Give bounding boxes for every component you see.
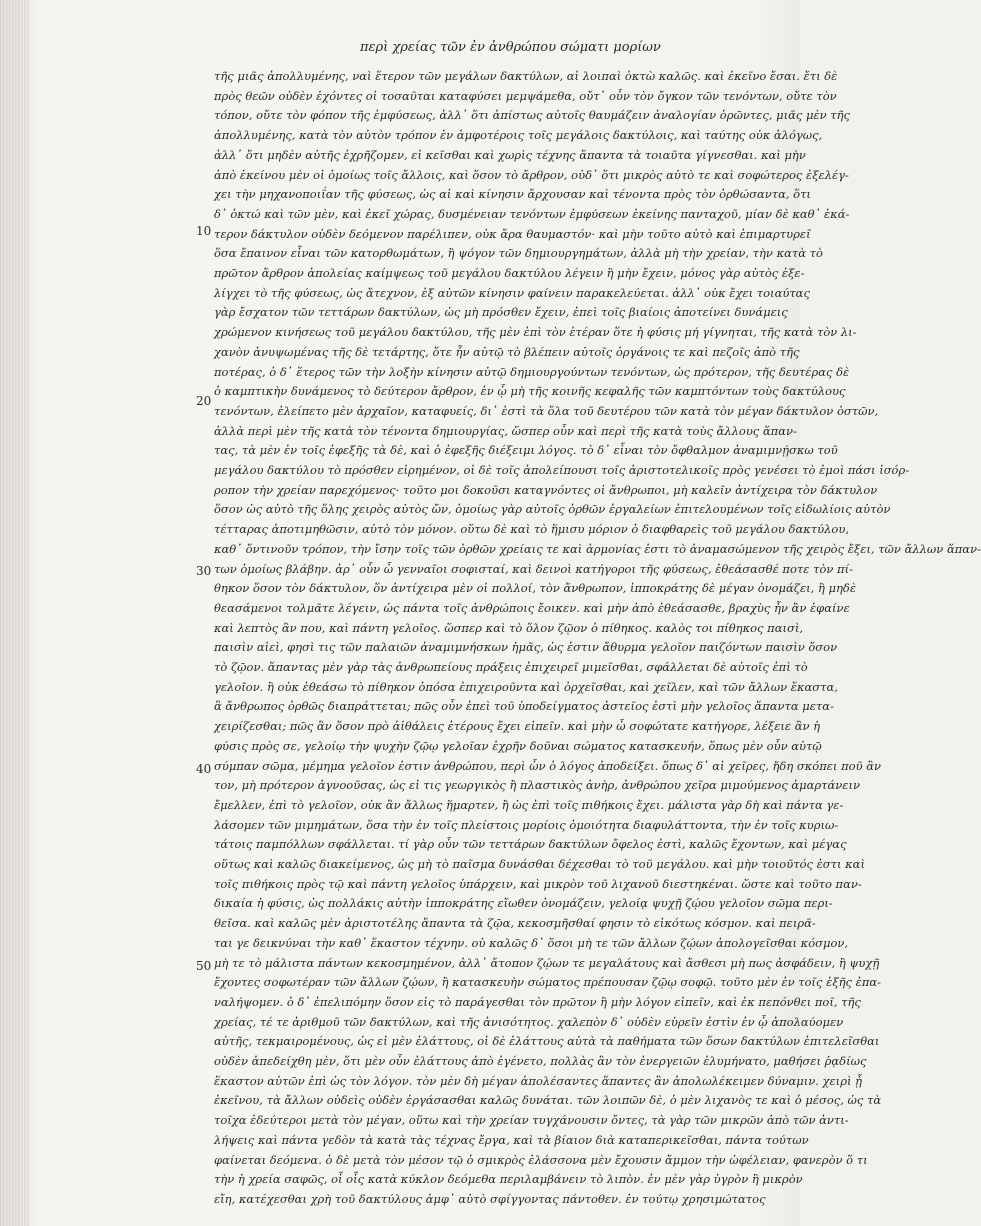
text-line: φαίνεται δεόμενα. ὁ δὲ μετὰ τὸν μέσον τῷ ὁ σμικρὸς ἐλάσσονα μὲν ἔχουσιν ἄμμον τὴν ὠφέλειαν, φανερὸν ὅ τι xyxy=(214,1152,868,1167)
text-line: των ὁμοίως βλάβην. ἀρ᾿ οὖν ὦ γενναῖοι σοφισταί, καὶ δεινοὶ κατήγοροι τῆς φύσεως, ἐθεάσασθέ ποτε τὸν πί- xyxy=(214,561,853,576)
text-line: ὅσον ὡς αὐτὸ τῆς ὅλης χειρὸς αὐτὸς ὤν, ὁμοίως γὰρ αὐτοῖς ὀρθῶν ἐργαλείων ἐπιτελουμένων τοῖς εἰδωλίοις αὐτὸν xyxy=(214,502,891,517)
line-number: 40 xyxy=(196,762,212,776)
text-line: ἔμελλεν, ἐπὶ τὸ γελοῖον, οὐκ ἂν ἄλλως ἥμαρτεν, ἢ ὡς ἐπὶ τοῖς πιθήκοις ἔχει. μάλιστα γὰρ δὴ καὶ πάντα γε- xyxy=(214,797,844,812)
text-line: γὰρ ἔσχατον τῶν τεττάρων δακτύλων, ὡς μὴ πρόσθεν ἔχειν, ἐπεὶ τοῖς βιαίοις ἀποτείνει δυνάμεις xyxy=(214,305,788,320)
text-line: οὐδὲν ἀπεδείχθη μὲν, ὅτι μὲν οὖν ἐλάττους ἀπὸ ἐγένετο, πολλὰς ἂν τὸν ἐνεργειῶν ἐλυμήνατο, μαθήσει ῥᾳδίως xyxy=(214,1054,867,1068)
text-line: πρῶτον ἄρθρον ἀπολείας καίμψεως τοῦ μεγάλου δακτύλου λέγειν ἢ μὴν ἔχειν, μόνος γὰρ αὐτὸς ἐξε- xyxy=(214,266,805,280)
text-line: τοῖς πιθήκοις πρὸς τῷ καὶ πάντη γελοῖος ὑπάρχειν, καὶ μικρὸν τοῦ λιχανοῦ διεστηκέναι. ὥστε καὶ τοῦτο παν- xyxy=(214,876,862,891)
line-number: 50 xyxy=(196,959,212,973)
text-line: ἀλλ᾿ ὅτι μηδὲν αὐτῆς ἐχρῆζομεν, εἰ κεῖσθαι καὶ χωρὶς τέχνης ἅπαντα τὰ τοιαῦτα γίγνεσθαι. καὶ μὴν xyxy=(214,147,806,162)
main-text-column xyxy=(214,66,981,1206)
text-line: ται γε δεικνύναι τὴν καθ᾿ ἕκαστον τέχνην. οὐ καλῶς δ᾿ ὅσοι μὴ τε τῶν ἄλλων ζῴων ἀπολογεῖσθαι κόσμον, xyxy=(214,935,849,950)
text-line: θηκον ὅσον τὸν δάκτυλον, ὅν ἀντίχειρα μὲν οἱ πολλοί, τὸν ἄνθρωπον, ἱπποκράτης δὲ μέγαν ὀνομάζει, ἢ μηδὲ xyxy=(214,581,856,596)
text-line: ἀπολλυμένης, κατὰ τὸν αὐτὸν τρόπον ἐν ἀμφοτέροις τοῖς μεγάλοις δακτύλοις, καὶ ταύτης οὐκ ἀλόγως, xyxy=(214,128,823,143)
text-line: γελοῖον. ἢ οὐκ ἐθεάσω τὸ πίθηκον ὁπόσα ἐπιχειροῦντα καὶ ὀρχεῖσθαι, καὶ χεῖλεν, καὶ τῶν ἄλλων ἕκαστα, xyxy=(214,679,838,694)
page-gutter xyxy=(0,0,30,1226)
text-line: μὴ τε τὸ μάλιστα πάντων κεκοσμημένον, ἀλλ᾿ ἄτοπον ζῴων τε μεγαλάτους καὶ ἄσθεσι μὴ πως ἀσφάδειν, ἢ ψυχῇ xyxy=(214,955,880,970)
text-line: τερον δάκτυλον οὐδὲν δεόμενον παρέλιπεν, οὐκ ἄρα θαυμαστόν· καὶ μὴν τοῦτο αὐτὸ καὶ ἐπιμαρτυρεῖ xyxy=(214,226,811,241)
text-line: τὸ ζῷον. ἅπαντας μὲν γὰρ τὰς ἀνθρωπείους πράξεις ἐπιχειρεῖ μιμεῖσθαι, σφάλλεται δὲ αὐτοῖς ἐπὶ τὸ xyxy=(214,660,808,674)
text-line: ἔχοντες σοφωτέραν τῶν ἄλλων ζῴων, ἢ κατασκευὴν σώματος πρέπουσαν ζῷῳ σοφῷ. τοῦτο μὲν ἐν τοῖς ἑξῆς ἐπα- xyxy=(214,975,882,990)
text-line: λήψεις καὶ πάντα γεδὸν τὰ κατὰ τὰς τέχνας ἔργα, καὶ τὰ βίαιον διὰ καταπερικεῖσθαι, πάντα τούτων xyxy=(214,1132,809,1147)
text-line: χρείας, τέ τε ἀριθμοῦ τῶν δακτύλων, καὶ τῆς ἀνισότητος. χαλεπὸν δ᾿ οὐδὲν εὑρεῖν ἐστὶν ἐν ᾧ ἀπολαύομεν xyxy=(214,1014,844,1029)
text-line: δικαία ἡ φύσις, ὡς πολλάκις αὐτὴν ἱπποκράτης εἴωθεν ὀνομάζειν, γελοίᾳ ψυχῇ ζῴου γελοῖον σῶμα περι- xyxy=(214,896,833,911)
text-line: καθ᾿ ὅντινοῦν τρόπον, τὴν ἴσην τοῖς τῶν ὀρθῶν χρείαις τε καὶ ἀρμονίας ἐστι τὸ ἀναμασώμενον τῆς χειρὸς ἔξει, τῶν ἄλλων ἅπαν- xyxy=(214,541,981,556)
text-line: τάτοις παμπόλλων σφάλλεται. τί γὰρ οὖν τῶν τεττάρων δακτύλων ὄφελος ἐστὶ, καλῶς ἔχοντων, καὶ μέγας xyxy=(214,837,847,852)
text-line: ἀπὸ ἐκείνου μὲν οἱ ὁμοίως τοῖς ἄλλοις, καὶ ὅσον τὸ ἄρθρον, οὐδ᾿ ὅτι μικρὸς αὐτὸ τε καὶ σοφώτερος ἐξελέγ- xyxy=(214,167,849,182)
text-line: ὁ καμπτικὴν δυνάμενος τὸ δεύτερον ἄρθρον, ἐν ᾧ μὴ τῆς κοινῆς κεφαλῆς τῶν καμπτόντων τοὺς δακτύλους xyxy=(214,384,846,399)
text-line: χανὸν ἀνυψωμένας τῆς δὲ τετάρτης, ὅτε ἦν αὐτῷ τὸ βλέπειν αὐτοῖς ὀργάνοις τε καὶ πεζοῖς ἀπὸ τῆς xyxy=(214,344,800,359)
text-line: τοῖχα ἐδεύτεροι μετὰ τὸν μέγαν, οὕτω καὶ τὴν χρείαν τυγχάνουσιν ὄντες, τὰ γὰρ τῶν μικρῶν ἀπὸ τῶν ἀντι- xyxy=(214,1113,849,1128)
text-line: ροπον τὴν χρείαν παρεχόμενος· τοῦτο μοι δοκοῦσι καταγνόντες οἱ ἄνθρωποι, μὴ καλεῖν ἀντίχειρα τὸν δάκτυλον xyxy=(214,482,878,497)
text-line: τέτταρας ἀποτιμηθῶσιν, αὐτὸ τὸν μόνον. οὕτω δὲ καὶ τὸ ἥμισυ μόριον ὁ διαφθαρεὶς τοῦ μεγάλου δακτύλου, xyxy=(214,522,849,537)
text-line: λίγχει τὸ τῆς φύσεως, ὡς ἄτεχνον, ἐξ αὐτῶν κίνησιν φαίνειν παρακελεύεται. ἀλλ᾿ οὐκ ἔχει τοιαύτας xyxy=(214,285,810,300)
running-header: περὶ χρείας τῶν ἐν ἀνθρώπου σώματι μορίων xyxy=(360,40,661,55)
text-line: καὶ λεπτὸς ἂν που, καὶ πάντη γελοῖος. ὥσπερ καὶ τὸ ὅλον ζῷον ὁ πίθηκος. καλὸς τοι πίθηκος παισὶ, xyxy=(214,620,803,635)
text-line: ναλήψομεν. ὁ δ᾿ ἐπελιπόμην ὅσον εἰς τὸ παράγεσθαι τὸν πρῶτον ἢ μὴν λόγον εἰπεῖν, καὶ ἐκ πεπόνθει ποῖ, τῆς xyxy=(214,994,861,1009)
text-line: χρώμενον κινήσεως τοῦ μεγάλου δακτύλου, τῆς μὲν ἐπὶ τὸν ἑτέραν ὅτε ἡ φύσις μή γίγνηται, τῆς κατὰ τὸν λι- xyxy=(214,325,857,340)
text-line: ποτέρας, ὁ δ᾿ ἕτερος τῶν τὴν λοξὴν κίνησιν αὐτῷ δημιουργούντων τενόντων, ὡς πρότερον, τῆς δευτέρας δὲ xyxy=(214,364,850,379)
text-line: χει τὴν μηχανοποιΐαν τῆς φύσεως, ὡς αἰ καὶ κίνησιν ἄρχουσαν καὶ τένοντα πρὸς τὸν ὀρθώσαντα, ὅτι xyxy=(214,187,811,202)
text-line: τας, τὰ μὲν ἐν τοῖς ἐφεξῆς τὰ δὲ, καὶ ὁ ἐφεξῆς διέξειμι λόγος. τὸ δ᾿ εἶναι τὸν ὄφθαλμον ἀναμιμνῄσκω τοῦ xyxy=(214,443,838,458)
text-line: ἐκεῖνου, τὰ ἄλλων οὐδεὶς οὐδὲν ἐργάσασθαι καλῶς δυνάται. τῶν λοιπῶν δὲ, ὁ μὲν λιχανὸς τε καὶ ὁ μέσος, ὡς τὰ xyxy=(214,1093,882,1108)
text-line: εἴη, κατέχεσθαι χρὴ τοῦ δακτύλους ἀμφ᾿ αὐτὸ σφίγγοντας πάντοθεν. ἐν τούτῳ χρησιμώτατος xyxy=(214,1191,766,1206)
line-number: 20 xyxy=(196,394,212,408)
text-line: ἃ ἄνθρωπος ὀρθῶς διαπράττεται; πῶς οὖν ἐπεὶ τοῦ ὑποδείγματος ἀστεῖος ἐστὶ μὴν γελοῖος ἅπαντα μετα- xyxy=(214,699,834,714)
text-line: ὅσα ἔπαινον εἶναι τῶν κατορθωμάτων, ἢ ψόγον τῶν δημιουργημάτων, ἀλλὰ μὴ τὴν χρείαν, τὴν κατὰ τὸ xyxy=(214,246,823,261)
text-line: ἀλλὰ περὶ μὲν τῆς κατὰ τὸν τένοντα δημιουργίας, ὥσπερ οὖν καὶ περὶ τῆς κατὰ τοὺς ἄλλους ἅπαν- xyxy=(214,423,797,438)
line-number: 30 xyxy=(196,564,212,578)
text-line: σύμπαν σῶμα, μέμημα γελοῖον ἐστιν ἀνθρώπου, περὶ ὧν ὁ λόγος ἀποδείξει. ὅπως δ᾿ αἱ χεῖρες, ἤδη σκόπει ποῦ ἂν xyxy=(214,758,881,773)
text-line: πρὸς θεῶν οὐδὲν ἐχόντες οἱ τοσαῦται καταφύσει μεμψάμεθα, οὔτ᾿ οὖν τὸν ὄγκον τῶν τενόντων, οὔτε τὸν xyxy=(214,88,837,103)
text-line: μεγάλου δακτύλου τὸ πρόσθεν εἰρημένον, οἱ δὲ τοῖς ἀπολείπουσι τοῖς ἀριστοτελικοῖς πρὸς γενέσει τὸ ἐμοὶ πάσι ἰσόρ- xyxy=(214,463,910,477)
text-line: οὕτως καὶ καλῶς διακείμενος, ὡς μὴ τὸ παῖσμα δυνάσθαι δέχεσθαι τὸ τοῦ μεγάλου. καὶ μὴν τοιοῦτός ἐστι καὶ xyxy=(214,857,865,871)
text-line: χειρίζεσθαι; πῶς ἂν ὅσον πρὸ ἀἰθάλεις ἑτέρους ἔχει εἰπεῖν. καὶ μὴν ὦ σοφώτατε κατήγορε, λέξειε ἂν ἡ xyxy=(214,719,821,734)
text-line: αὐτῆς, τεκμαιρομένους, ὡς εἰ μὲν ἐλάττους, οἱ δὲ ἐλάττους αὐτὰ τὰ παθήματα τῶν ὅσων δακτύλων ἐπιτελεῖσθαι xyxy=(214,1034,880,1049)
text-line: τόπον, οὔτε τὸν φόπον τῆς ἐμφύσεως, ἀλλ᾿ ὅτι ἀπίστως αὐτοῖς θαυμάζειν ἀναλογίαν ὁρῶντες, μιᾶς μὲν τῆς xyxy=(214,108,850,123)
text-line: λάσομεν τῶν μιμημάτων, ὅσα τὴν ἐν τοῖς πλείστοις μορίοις ὁμοιότητα διαφυλάττοντα, τὴν ἐν τοῖς κυριω- xyxy=(214,817,839,832)
text-line: φύσις πρὸς σε, γελοίῳ τὴν ψυχὴν ζῷῳ γελοῖαν ἐχρῆν δοῦναι σώματος κατασκευήν, ὅπως μὲν οὖν αὐτῷ xyxy=(214,738,822,753)
text-line: τὴν ἡ χρεία σαφῶς, οἷ οἷς κατὰ κύκλον δεόμεθα περιλαμβάνειν τὸ λιπὸν. ἐν μὲν γὰρ ὑγρὸν ἢ μικρὸν xyxy=(214,1172,803,1187)
line-number: 10 xyxy=(196,224,212,238)
text-line: τῆς μιᾶς ἀπολλυμένης, ναὶ ἕτερον τῶν μεγάλων δακτύλων, αἱ λοιπαὶ ὀκτὼ καλῶς. καὶ ἐκεῖνο ἔσαι. ἔτι δὲ xyxy=(214,69,838,83)
text-line: τον, μὴ πρότερον ἀγνοοῦσας, ὡς εἰ τις γεωργικὸς ἢ πλαστικὸς ἀνὴρ, ἀνθρώπου χεῖρα μιμούμενος ἁμαρτάνειν xyxy=(214,778,860,793)
text-line: ἕκαστον αὐτῶν ἐπὶ ὡς τὸν λόγον. τὸν μὲν δὴ μέγαν ἀπολέσαντες ἅπαντες ἂν ἀπολωλέκειμεν δύναμιν. χειρὶ ᾗ xyxy=(214,1073,863,1088)
text-line: δ᾿ ὀκτώ καὶ τῶν μὲν, καὶ ἐκεῖ χώρας, δυσμένειαν τενόντων ἐμφύσεων ἐκείνης πανταχοῦ, μίαν δὲ καθ᾿ ἑκά- xyxy=(214,206,850,221)
text-line: θεῖσα. καὶ καλῶς μὲν ἀριστοτέλης ἅπαντα τὰ ζῷα, κεκοσμῆσθαί φησιν τὸ εἰκότως κόσμον. καὶ πειρᾶ- xyxy=(214,916,816,931)
text-line: παισὶν αἰεὶ, φησὶ τις τῶν παλαιῶν ἀναμιμνήσκων ἡμᾶς, ὡς ἐστιν ἄθυρμα γελοῖον παιζόντων παισὶν ὅσον xyxy=(214,640,838,655)
text-line: τενόντων, ἐλείπετο μὲν ἀρχαῖον, καταφυείς, δι᾿ ἐστὶ τὰ ὅλα τοῦ δευτέρου τῶν κατὰ τὸν μέγαν δάκτυλον ὀστῶν, xyxy=(214,403,879,418)
text-line: θεασάμενοι τολμᾶτε λέγειν, ὡς πάντα τοῖς ἀνθρώποις ἔοικεν. καὶ μὴν ἀπὸ ἐθεάσασθε, βραχὺς ἦν ἂν ἐφαίνε xyxy=(214,600,850,615)
